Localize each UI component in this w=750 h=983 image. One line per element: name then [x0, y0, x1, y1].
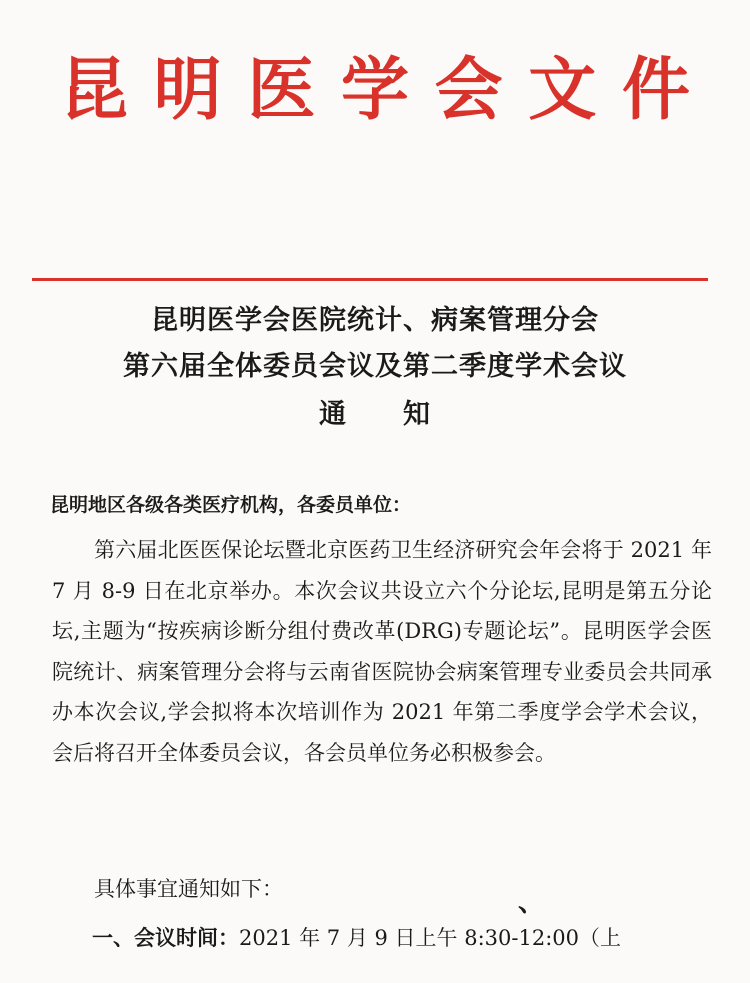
title-line-3 — [0, 392, 750, 431]
letterhead-char: 医 — [247, 50, 316, 130]
letterhead-char: 明 — [153, 50, 222, 130]
letterhead-char: 件 — [621, 50, 690, 130]
letterhead-char: 昆 — [60, 50, 129, 130]
red-divider — [32, 278, 708, 281]
salutation: 昆明地区各级各类医疗机构，各委员单位： — [50, 494, 412, 516]
letterhead — [60, 50, 690, 130]
letterhead-char: 学 — [340, 50, 409, 130]
body-text — [52, 530, 712, 774]
letterhead-char: 文 — [528, 50, 597, 130]
item-1-text: 2021 年 7 月 9 日上午 8:30-12:00（上 — [239, 926, 621, 950]
intro-line: 具体事宜通知如下： — [94, 877, 283, 901]
paragraph-1: 第六届北医医保论坛暨北京医药卫生经济研究会年会将于 2021 年 7 月 8-9 日在北京举办。本次会议共设立六个分论坛,昆明是第五分论坛,主题为“按疾病诊断分组付费改革(DRG)专题论坛”。昆明医学会医院统计、病案管理分会将与云南省医院协会病案管理专业委员会共同承办本次会议,学会拟将本次培训作为 2021 年第二季度学会学术会议，会后将召开全体委员会议，各会员单位务必积极参会。 — [52, 538, 712, 765]
title-notice-char-1: 通 — [319, 399, 347, 430]
letterhead-char: 会 — [434, 50, 503, 130]
title-line-2: 第六届全体委员会议及第二季度学术会议 — [123, 351, 627, 382]
item-1-label: 一、会议时间： — [92, 926, 239, 950]
title-line-1: 昆明医学会医院统计、病案管理分会 — [151, 305, 599, 336]
title-notice-char-2: 知 — [403, 399, 431, 430]
item-1 — [92, 922, 621, 952]
stray-mark: 、 — [518, 888, 545, 918]
